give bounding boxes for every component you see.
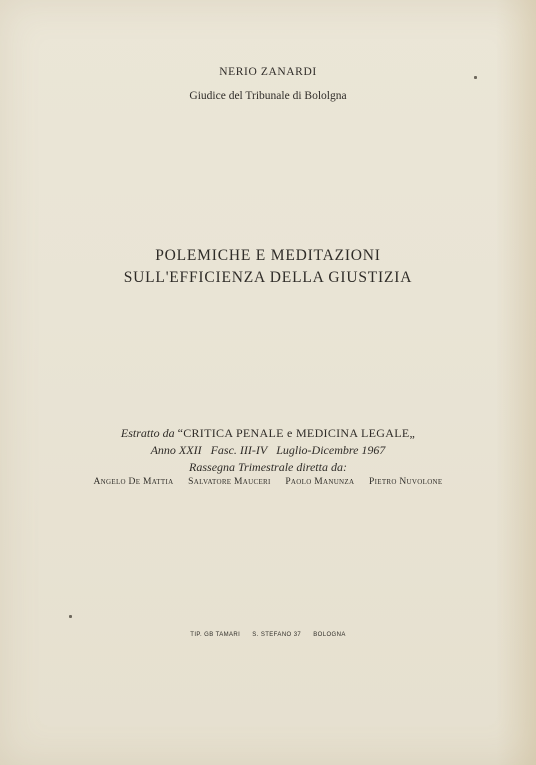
paper-speck <box>69 615 72 618</box>
title-line-2: SULL'EFFICIENZA DELLA GIUSTIZIA <box>123 269 413 286</box>
paper-speck <box>474 76 477 79</box>
extract-prefix: Estratto da <box>120 426 175 440</box>
editors-line <box>0 477 536 487</box>
extract-issue: Fasc. III-IV <box>210 443 268 457</box>
extract-review: Rassegna Trimestrale diretta da: <box>189 460 347 474</box>
extract-review-line <box>0 459 536 476</box>
editor-name: Pietro Nuvolone <box>369 477 443 487</box>
extract-period: Luglio-Dicembre 1967 <box>276 443 386 457</box>
extract-source-line <box>0 425 536 442</box>
author-name: NERIO ZANARDI <box>219 66 317 78</box>
extract-block <box>0 425 536 476</box>
document-title <box>0 245 536 289</box>
page-edge-stain <box>496 0 536 765</box>
editor-name: Paolo Manunza <box>285 477 355 487</box>
editor-name: Angelo De Mattia <box>93 477 174 487</box>
journal-name: “CRITICA PENALE e MEDICINA LEGALE„ <box>177 426 416 440</box>
extract-year: Anno XXII <box>150 443 202 457</box>
author-role: Giudice del Tribunale di Bololgna <box>189 90 347 102</box>
editor-name: Salvatore Mauceri <box>188 477 271 487</box>
title-line-1: POLEMICHE E MEDITAZIONI <box>155 247 381 264</box>
printer-imprint <box>0 632 536 638</box>
printer-part: BOLOGNA <box>313 632 346 638</box>
printer-part: S. STEFANO 37 <box>252 632 302 638</box>
printer-part: TIP. GB TAMARI <box>190 632 241 638</box>
extract-issue-line <box>0 442 536 459</box>
